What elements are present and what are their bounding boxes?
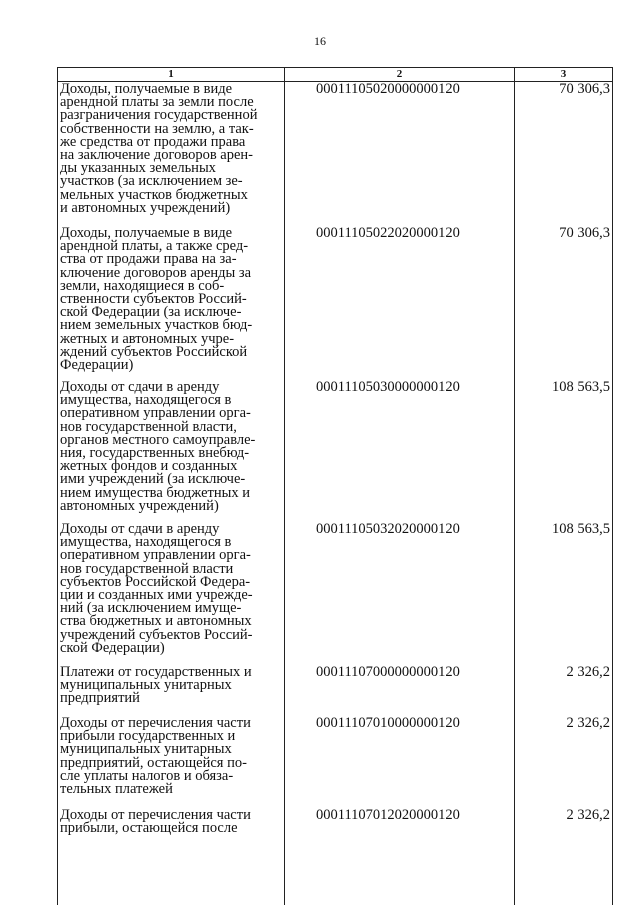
row-amount: 2 326,2 [566, 664, 610, 680]
row-code: 00011107010000000120 [316, 715, 460, 731]
row-code: 00011105032020000120 [316, 521, 460, 537]
row-code: 00011105022020000120 [316, 225, 460, 241]
header-cell-3: 3 [560, 68, 567, 80]
page-number: 16 [314, 34, 326, 48]
budget-revenue-table [57, 67, 613, 905]
row-code: 00011105030000000120 [316, 379, 460, 395]
row-name: Доходы от сдачи в аренду имущества, находящегося в оперативном управлении орга- нов государственной власти субъектов Российской Федера- ции и созданных ими учрежде- ний (за исключением имуще- ства бюджетных и автономных учреждений субъектов Россий- ской Федерации) [60, 521, 253, 656]
row-amount: 2 326,2 [566, 807, 610, 823]
row-name: Платежи от государственных и муниципальных унитарных предприятий [60, 664, 252, 707]
row-name: Доходы от перечисления части прибыли, остающейся после [60, 807, 251, 837]
row-amount: 2 326,2 [566, 715, 610, 731]
row-code: 00011107000000000120 [316, 664, 460, 680]
header-cell-2: 2 [396, 68, 403, 80]
row-code: 00011105020000000120 [316, 81, 460, 97]
row-code: 00011107012020000120 [316, 807, 460, 823]
row-name: Доходы от перечисления части прибыли государственных и муниципальных унитарных предприятий, остающейся по- сле уплаты налогов и обяза- тельных платежей [60, 715, 251, 798]
row-name: Доходы от сдачи в аренду имущества, находящегося в оперативном управлении орга- нов государственной власти, органов местного самоуправле- ния, государственных внебюд- жетных фондов и созданных ими учреждений (за исключе- нием имущества бюджетных и автономных учреждений) [60, 379, 256, 514]
row-name: Доходы, получаемые в виде арендной платы за земли после разграничения государственной собственности на землю, а так- же средства от продажи права на заключение договоров арен- ды указанных земельных участков (за исключением зе- мельных участков бюджетных и автономных учреждений) [60, 81, 258, 216]
row-amount: 108 563,5 [552, 379, 610, 395]
row-amount: 70 306,3 [559, 81, 610, 97]
column-divider-2 [514, 68, 515, 905]
row-amount: 70 306,3 [559, 225, 610, 241]
table-header-row [58, 68, 612, 82]
row-name: Доходы, получаемые в виде арендной платы, а также сред- ства от продажи права на за- ключение договоров аренды за земли, находящиеся в соб- ственности субъектов Россий- ской Федерации (за исключе- нием земельных участков бюд- жетных и автономных учре- ждений субъектов Российской Федерации) [60, 225, 253, 374]
header-cell-1: 1 [168, 68, 174, 80]
row-amount: 108 563,5 [552, 521, 610, 537]
